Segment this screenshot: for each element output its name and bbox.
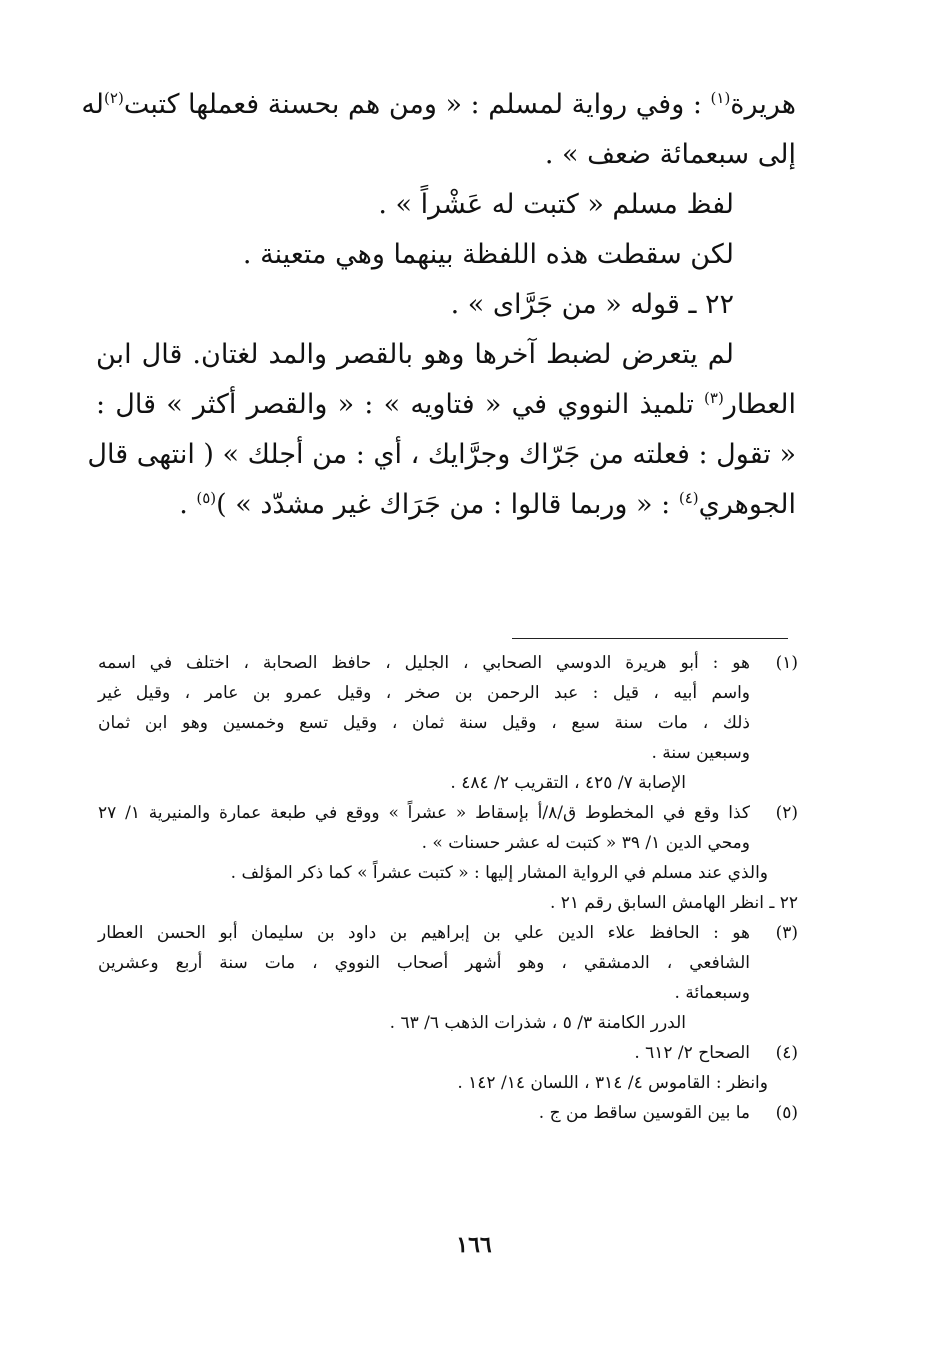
footnote-text: الصحاح ٢/ ٦١٢ . xyxy=(634,1043,750,1063)
footnote-text: ذلك ، مات سنة سبع ، وقيل سنة ثمان ، وقيل تسع وخمسين وهو ابن ثمان xyxy=(98,713,750,733)
footnote-ref-2: (٢) xyxy=(104,89,124,107)
footnote-number: (٣) xyxy=(775,923,798,943)
footnote-line xyxy=(98,1008,798,1038)
footnote-text: الشافعي ، الدمشقي ، وهو أشهر أصحاب النووي ، مات سنة أربع وعشرين xyxy=(98,953,750,973)
footnote-line xyxy=(98,918,798,948)
footnote-text: الدرر الكامنة ٣/ ٥ ، شذرات الذهب ٦/ ٦٣ . xyxy=(389,1013,686,1033)
main-line-6: لم يتعرض لضبط آخرها وهو بالقصر والمد لغتان. قال ابن xyxy=(96,339,734,370)
footnote-ref-4: (٤) xyxy=(678,489,699,507)
footnote-text: الإصابة ٧/ ٤٢٥ ، التقريب ٢/ ٤٨٤ . xyxy=(450,773,686,793)
footnote-text: ٢٢ ـ انظر الهامش السابق رقم ٢١ . xyxy=(549,893,798,913)
footnote-line xyxy=(98,1038,798,1068)
main-line-5: ٢٢ ـ قوله « من جَرَّاى » . xyxy=(450,289,734,320)
footnote-line xyxy=(98,888,798,918)
footnote-text: كذا وقع في المخطوط ق/٨/أ بإسقاط « عشراً » ووقع في طبعة عمارة والمنيرية ١/ ٢٧ xyxy=(98,803,750,823)
footnote-text: ما بين القوسين ساقط من ج . xyxy=(538,1103,750,1123)
main-line-8: « تقول : فعلته من جَرّاك وجرَّايك ، أي : من أجلك » ( انتهى قال xyxy=(87,439,796,470)
main-line-3: لفظ مسلم « كتبت له عَشْراً » . xyxy=(378,189,734,220)
footnotes xyxy=(98,648,798,1128)
footnote-number: (٤) xyxy=(775,1043,798,1063)
footnote-text: وانظر : القاموس ٤/ ٣١٤ ، اللسان ١٤/ ١٤٢ . xyxy=(457,1073,768,1093)
footnote-line xyxy=(98,948,798,978)
footnote-line xyxy=(98,1068,798,1098)
footnote-separator xyxy=(512,638,788,639)
footnote-line xyxy=(98,828,798,858)
main-text xyxy=(81,80,796,530)
footnote-text: هو : الحافظ علاء الدين علي بن إبراهيم بن داود بن سليمان أبو الحسن العطار xyxy=(98,923,750,943)
main-line-2: إلى سبعمائة ضعف » . xyxy=(544,139,796,170)
footnote-text: واسم أبيه ، قيل : عبد الرحمن بن صخر ، وقيل عمرو بن عامر ، وقيل غير xyxy=(98,683,750,703)
footnote-text: وسبعين سنة . xyxy=(651,743,750,763)
footnote-line xyxy=(98,648,798,678)
footnote-ref-3: (٣) xyxy=(704,389,724,407)
main-line-1: هريرة$^{(١)}$ : وفي رواية لمسلم : « ومن هم بحسنة فعملها كتبت$^{(٢)}$له xyxy=(81,89,796,120)
footnote-number: (٥) xyxy=(775,1103,798,1123)
footnote-ref-5: (٥) xyxy=(196,489,217,507)
footnote-text: هو : أبو هريرة الدوسي الصحابي ، الجليل ، حافظ الصحابة ، اختلف في اسمه xyxy=(98,653,750,673)
main-line-4: لكن سقطت هذه اللفظة بينهما وهي متعينة . xyxy=(242,239,734,270)
footnote-line xyxy=(98,978,798,1008)
footnote-text: والذي عند مسلم في الرواية المشار إليها : « كتبت عشراً » كما ذكر المؤلف . xyxy=(230,863,768,883)
page-number: ١٦٦ xyxy=(456,1232,492,1258)
footnote-line xyxy=(98,738,798,768)
footnote-line xyxy=(98,858,798,888)
footnote-ref-1: (١) xyxy=(710,89,731,107)
footnote-text: وسبعمائة . xyxy=(674,983,750,1003)
main-line-9: الجوهري$^{(٤)}$ : « وربما قالوا : من جَرَاك غير مشدّد » )$^{(٥)}$ . xyxy=(179,489,796,520)
footnote-text: ومحي الدين ١/ ٣٩ « كتبت له عشر حسنات » . xyxy=(421,833,750,853)
main-line-7: العطار$^{(٣)}$ تلميذ النووي في « فتاويه » : « والقصر أكثر » قال : xyxy=(96,389,796,420)
footnote-line xyxy=(98,798,798,828)
footnote-line xyxy=(98,678,798,708)
footnote-line xyxy=(98,708,798,738)
footnote-line xyxy=(98,768,798,798)
footnote-number: (١) xyxy=(775,653,798,673)
footnote-line xyxy=(98,1098,798,1128)
footnote-number: (٢) xyxy=(775,803,798,823)
